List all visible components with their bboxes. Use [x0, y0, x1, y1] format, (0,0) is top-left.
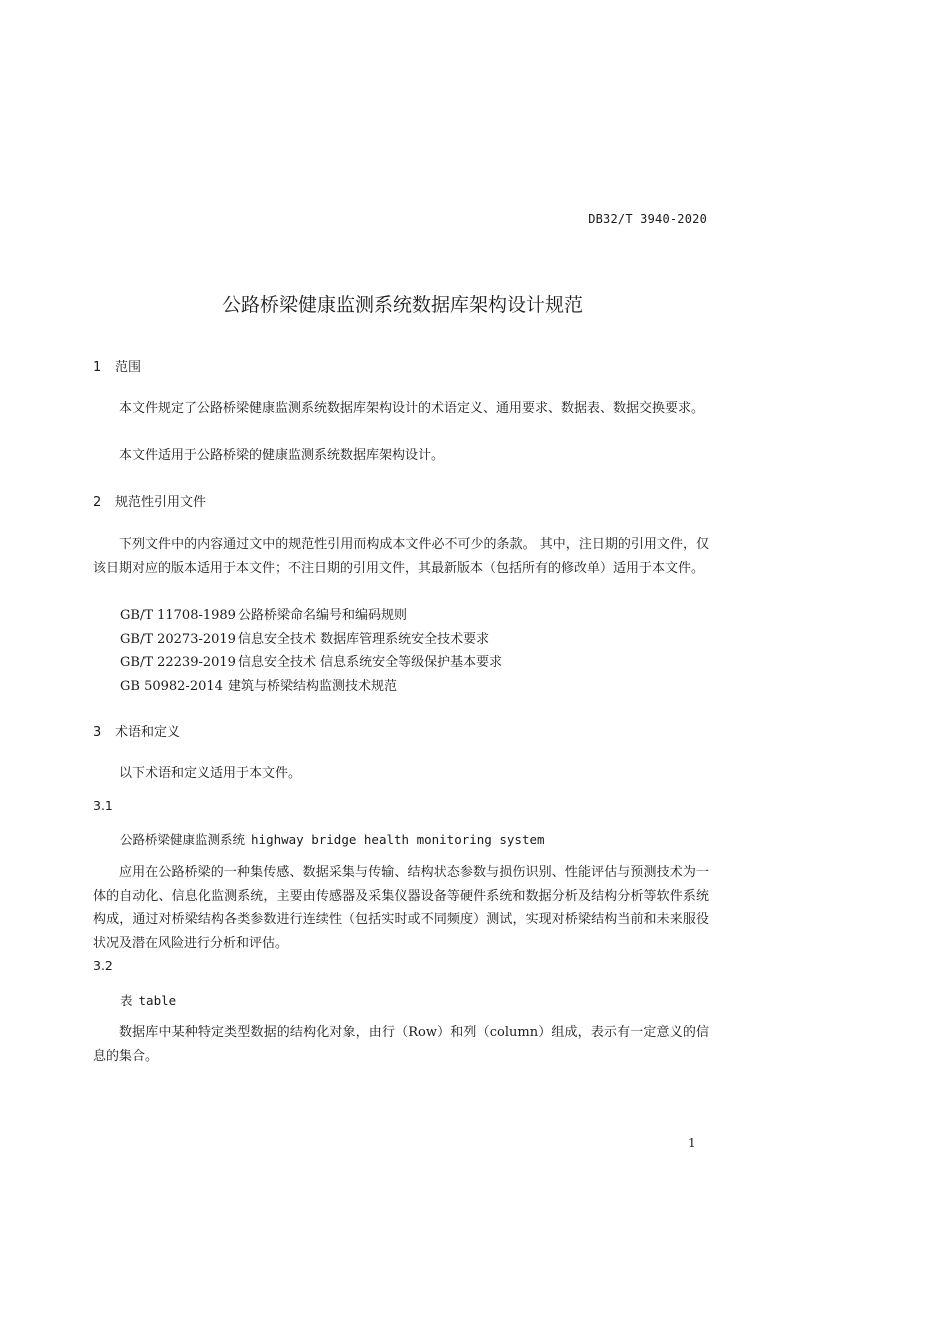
section-1-paragraph-2: 本文件适用于公路桥梁的健康监测系统数据库架构设计。 [119, 448, 445, 463]
reference-name: 公路桥梁命名编号和编码规则 [238, 608, 408, 623]
document-id: DB32/T 3940-2020 [588, 212, 707, 226]
reference-item [120, 675, 397, 694]
reference-item [120, 628, 489, 647]
term-chinese: 表 [120, 993, 133, 1008]
term-english: highway bridge health monitoring system [251, 832, 545, 847]
clause-number: 3.2 [93, 958, 113, 973]
reference-name: 建筑与桥梁结构监测技术规范 [228, 679, 398, 694]
section-number: 1 [93, 360, 102, 375]
reference-code: GB/T 11708-1989 [120, 608, 236, 623]
reference-code: GB/T 22239-2019 [120, 655, 236, 670]
section-1-paragraph-1: 本文件规定了公路桥梁健康监测系统数据库架构设计的术语定义、通用要求、数据表、数据交换要求。 [119, 401, 705, 416]
document-title: 公路桥梁健康监测系统数据库架构设计规范 [221, 294, 583, 316]
reference-item [120, 651, 502, 670]
section-number: 2 [93, 495, 102, 510]
section-1-heading [93, 356, 141, 375]
reference-name: 信息安全技术 信息系统安全等级保护基本要求 [238, 655, 503, 670]
reference-name: 信息安全技术 数据库管理系统安全技术要求 [238, 632, 490, 647]
section-title: 规范性引用文件 [115, 495, 207, 510]
reference-code: GB 50982-2014 [120, 679, 223, 694]
reference-item [120, 604, 407, 623]
section-2-heading [93, 491, 206, 510]
section-3-intro: 以下术语和定义适用于本文件。 [119, 766, 302, 781]
page-number: 1 [688, 1136, 696, 1150]
section-title: 术语和定义 [115, 725, 181, 740]
term-definition: 应用在公路桥梁的一种集传感、数据采集与传输、结构状态参数与损伤识别、性能评估与预测技术为一体的自动化、信息化监测系统，主要由传感器及采集仪器设备等硬件系统和数据分析及结构分析等软件系统构成，通过对桥梁结构各类参数进行连续性（包括实时或不同频度）测试，实现对桥梁结构当前和未来服役状况及潜在风险进行分析和评估。 [93, 865, 709, 951]
term-english: table [138, 993, 177, 1008]
section-number: 3 [93, 725, 102, 740]
term-entry [120, 991, 176, 1009]
term-definition: 数据库中某种特定类型数据的结构化对象，由行（Row）和列（column）组成，表示有一定意义的信息的集合。 [93, 1025, 709, 1064]
section-title: 范围 [115, 360, 142, 375]
term-entry [120, 830, 545, 848]
section-2-intro: 下列文件中的内容通过文中的规范性引用而构成本文件必不可少的条款。 其中，注日期的引用文件，仅该日期对应的版本适用于本文件；不注日期的引用文件，其最新版本（包括所有的修改单）适用于本文件。 [93, 537, 709, 576]
section-3-heading [93, 721, 180, 740]
reference-code: GB/T 20273-2019 [120, 632, 236, 647]
clause-number: 3.1 [93, 798, 113, 813]
term-chinese: 公路桥梁健康监测系统 [120, 832, 246, 847]
